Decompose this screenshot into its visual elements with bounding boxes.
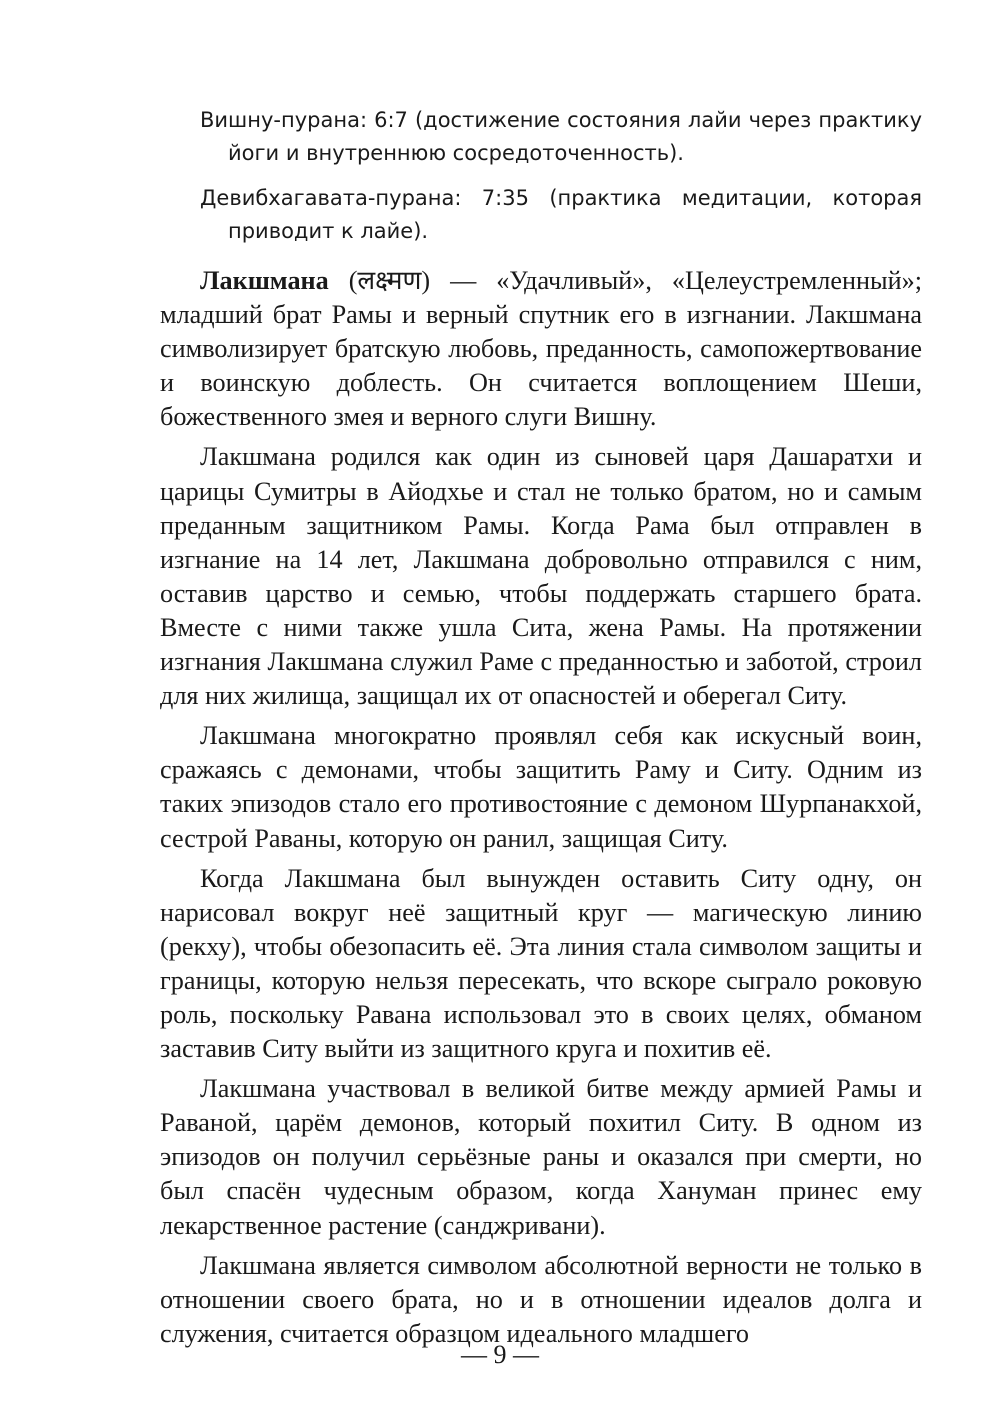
reference-item: Девибхагавата-пурана: 7:35 (практика медитации, которая приводит к лайе). — [200, 186, 922, 243]
body-paragraph: Когда Лакшмана был вынужден оставить Ситу одну, он нарисовал вокруг неё защитный круг — магическую линию (рекху), чтобы обезопасить её. Эта линия стала символом защиты и границы, которую нельзя пересекать, что вскоре сыграло роковую роль, поскольку Равана использовал это в своих целях, обманом заставив Ситу выйти из защитного круга и похитив её. — [160, 863, 922, 1064]
page-number: — 9 — — [461, 1340, 539, 1369]
entry-paragraph — [160, 264, 922, 434]
entry-term: Лакшмана — [200, 266, 329, 295]
entry-sanskrit: (लक्ष्मण) — [348, 266, 431, 295]
body-paragraph: Лакшмана многократно проявлял себя как искусный воин, сражаясь с демонами, чтобы защитить Раму и Ситу. Одним из таких эпизодов стало его противостояние с демоном Шурпанакхой, сестрой Раваны, которую он ранил, защищая Ситу. — [160, 721, 922, 853]
body-paragraph: Лакшмана родился как один из сыновей царя Дашаратхи и царицы Сумитры в Айодхье и стал не только братом, но и самым преданным защитником Рамы. Когда Рама был отправлен в изгнание на 14 лет, Лакшмана добровольно отправился с ним, оставив царство и семью, чтобы поддержать старшего брата. Вместе с ними также ушла Сита, жена Рамы. На протяжении изгнания Лакшмана служил Раме с преданностью и заботой, строил для них жилища, защищал их от опасностей и оберегал Ситу. — [160, 442, 922, 711]
article-body — [160, 264, 922, 1357]
body-paragraph: Лакшмана является символом абсолютной верности не только в отношении своего брата, но и в отношении идеалов долга и служения, считается образцом идеального младшего — [160, 1250, 922, 1348]
entry-definition: — «Удачливый», «Целеустремленный»; младший брат Рамы и верный спутник его в изгнании. Лакшмана символизирует братскую любовь, преданность, самопожертвование и воинскую доблесть. Он считается воплощением Шеши, божественного змея и верного слуги Вишну. — [160, 266, 922, 432]
reference-item: Вишну-пурана: 6:7 (достижение состояния лайи через практику йоги и внутреннюю сосредоточенность). — [200, 108, 922, 165]
reference-list — [200, 104, 922, 260]
body-paragraph: Лакшмана участвовал в великой битве между армией Рамы и Раваной, царём демонов, который похитил Ситу. В одном из эпизодов он получил серьёзные раны и оказался при смерти, но был спасён чудесным образом, когда Хануман принес ему лекарственное растение (санджривани). — [160, 1074, 922, 1240]
